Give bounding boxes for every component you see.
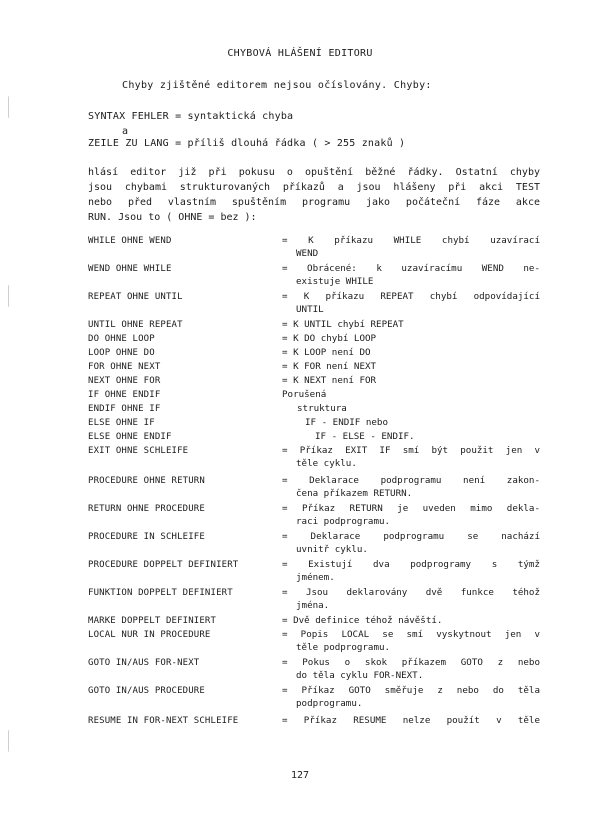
description-line: uvnitř cyklu. [296, 543, 368, 555]
description-line: těle podprogramu. [296, 641, 391, 653]
error-term: MARKE DOPPELT DEFINIERT [88, 616, 217, 626]
error-description [282, 475, 540, 500]
description-line: = Příkaz GOTO směřuje z nebo do těla [282, 685, 540, 696]
error-description [282, 615, 540, 628]
error-term: ELSE OHNE ENDIF [88, 432, 172, 442]
error-description [282, 629, 540, 654]
line-too-long-line: ZEILE ZU LANG = příliš dlouhá řádka ( > 255 znaků ) [88, 138, 406, 149]
error-term: LOCAL NUR IN PROCEDURE [88, 630, 211, 640]
scan-mark [8, 285, 11, 307]
scan-mark [8, 96, 11, 118]
error-description [282, 715, 540, 728]
error-description [282, 445, 540, 470]
description-line: podprogramu. [296, 697, 363, 709]
syntax-error-line: SYNTAX FEHLER = syntaktická chyba [88, 111, 294, 122]
error-description [282, 559, 540, 584]
error-term: IF OHNE ENDIF [88, 390, 161, 400]
error-description [315, 431, 415, 444]
description-line: = K příkazu REPEAT chybí odpovídající [282, 291, 540, 302]
description-line: = Příkaz RESUME nelze použít v těle [282, 715, 540, 726]
description-line: = Pokus o skok příkazem GOTO z nebo [282, 657, 540, 668]
paragraph-line: hlásí editor již při pokusu o opuštění běžné řádky. Ostatní chyby [88, 167, 540, 178]
error-term: RESUME IN FOR-NEXT SCHLEIFE [88, 716, 239, 726]
connector-word: a [122, 126, 129, 137]
paragraph-line: jsou chybami strukturovaných příkazů a jsou hlášeny při akci TEST [88, 182, 540, 193]
description-line: IF - ELSE - ENDIF. [315, 431, 415, 442]
error-description [282, 235, 540, 260]
error-term: WEND OHNE WHILE [88, 264, 172, 274]
error-term: UNTIL OHNE REPEAT [88, 320, 183, 330]
error-term: LOOP OHNE DO [88, 348, 155, 358]
error-description [282, 375, 540, 388]
description-line: = K DO chybí LOOP [282, 333, 377, 344]
error-description [282, 531, 540, 556]
error-term: PROCEDURE OHNE RETURN [88, 476, 205, 486]
error-term: REPEAT OHNE UNTIL [88, 292, 183, 302]
error-term: GOTO IN/AUS PROCEDURE [88, 686, 205, 696]
page-title: CHYBOVÁ HLÁŠENÍ EDITORU [227, 48, 373, 59]
error-term: WHILE OHNE WEND [88, 236, 172, 246]
description-line: = Dvě definice téhož návěští. [282, 615, 443, 626]
error-term: FUNKTION DOPPELT DEFINIERT [88, 588, 233, 598]
error-term: ELSE OHNE IF [88, 418, 155, 428]
description-line: WEND [296, 247, 319, 259]
error-description [282, 263, 540, 288]
error-description [305, 417, 388, 430]
description-line: = Deklarace podprogramu není zakon- [282, 475, 540, 486]
paragraph-line: RUN. Jsou to ( OHNE = bez ): [88, 212, 257, 223]
description-line: existuje WHILE [296, 275, 374, 287]
description-line: = Existují dva podprogramy s týmž [282, 559, 540, 570]
description-line: Porušená [282, 389, 327, 400]
error-term: GOTO IN/AUS FOR-NEXT [88, 658, 200, 668]
error-description [282, 503, 540, 528]
error-description [282, 361, 540, 374]
explanation-paragraph [88, 165, 540, 225]
description-line: = Příkaz EXIT IF smí být použit jen v [282, 445, 540, 456]
description-line: = K UNTIL chybí REPEAT [282, 319, 404, 330]
error-description [297, 403, 347, 416]
error-description [282, 389, 326, 402]
description-line: = Příkaz RETURN je uveden mimo dekla- [282, 503, 540, 514]
description-line: těle cyklu. [296, 457, 357, 469]
error-description [282, 319, 540, 332]
description-line: = Jsou deklarovány dvě funkce téhož [282, 587, 540, 598]
error-description [282, 657, 540, 682]
error-term: PROCEDURE IN SCHLEIFE [88, 532, 205, 542]
description-line: čena příkazem RETURN. [296, 487, 413, 499]
page-number: 127 [290, 770, 310, 781]
error-description [282, 685, 540, 710]
description-line: UNTIL [296, 303, 324, 315]
description-line: = Popis LOCAL se smí vyskytnout jen v [282, 629, 540, 640]
error-term: ENDIF OHNE IF [88, 404, 161, 414]
error-description [282, 333, 540, 346]
description-line: jménem. [296, 571, 335, 583]
description-line: = K FOR není NEXT [282, 361, 377, 372]
error-term: DO OHNE LOOP [88, 334, 155, 344]
error-description [282, 587, 540, 612]
error-description [282, 291, 540, 316]
description-line: IF - ENDIF nebo [305, 417, 388, 428]
description-line: = K NEXT není FOR [282, 375, 377, 386]
error-term: NEXT OHNE FOR [88, 376, 161, 386]
error-term: RETURN OHNE PROCEDURE [88, 504, 205, 514]
description-line: do těla cyklu FOR-NEXT. [296, 669, 424, 681]
description-line: = Deklarace podprogramu se nachází [282, 531, 540, 542]
description-line: raci podprogramu. [296, 515, 391, 527]
description-line: = Obrácené: k uzavíracímu WEND ne- [282, 263, 540, 274]
description-line: jména. [296, 599, 330, 611]
description-line: = K příkazu WHILE chybí uzavírací [282, 235, 540, 246]
error-term: PROCEDURE DOPPELT DEFINIERT [88, 560, 239, 570]
description-line: struktura [297, 403, 347, 414]
error-description [282, 347, 540, 360]
description-line: = K LOOP není DO [282, 347, 371, 358]
scan-mark [8, 730, 11, 752]
error-term: EXIT OHNE SCHLEIFE [88, 446, 189, 456]
intro-text: Chyby zjištěné editorem nejsou očíslovány. Chyby: [122, 80, 432, 91]
error-term: FOR OHNE NEXT [88, 362, 161, 372]
paragraph-line: nebo před vlastním spuštěním programu jako počáteční fáze akce [88, 197, 540, 208]
